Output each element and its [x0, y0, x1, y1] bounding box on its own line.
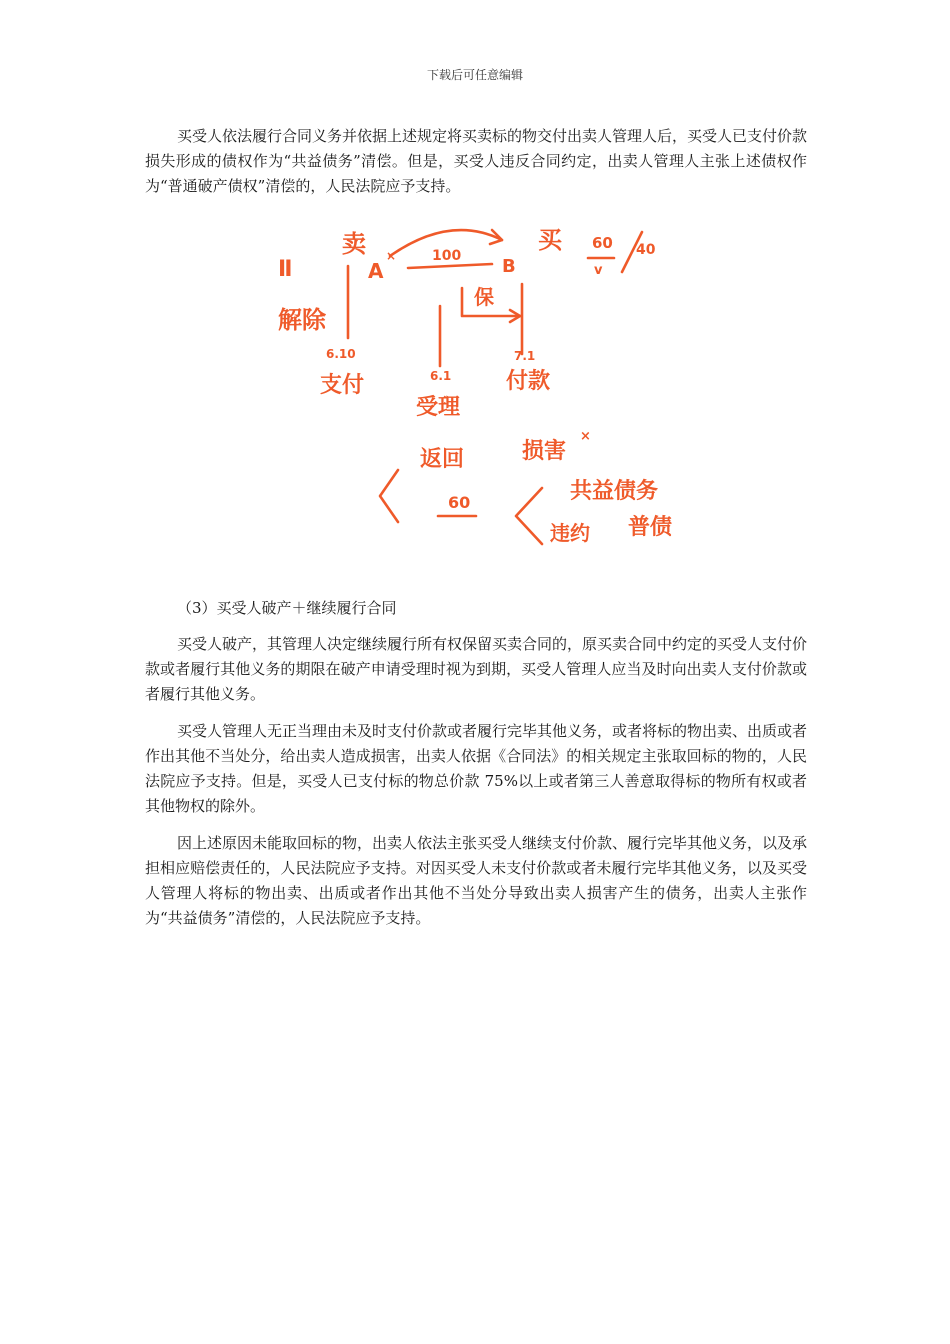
- sketch-x-mark-dmg: ×: [580, 429, 591, 444]
- handwritten-sketch: [270, 218, 690, 558]
- section-heading-3: （3）买受人破产＋继续履行合同: [177, 599, 397, 617]
- sketch-price: 100: [432, 248, 462, 264]
- sketch-date-b: 7.1: [514, 349, 536, 363]
- sketch-party-b: B: [502, 256, 516, 277]
- sketch-price-line: [408, 264, 492, 268]
- sketch-bracket-right: [516, 488, 542, 544]
- sketch-date-mid: 6.1: [430, 369, 452, 383]
- sketch-accept-label: 受理: [416, 395, 461, 420]
- sketch-sixty-label: 60: [448, 493, 471, 512]
- page-header: 下载后可任意编辑: [426, 68, 523, 82]
- paragraph-3: 买受人破产，其管理人决定继续履行所有权保留买卖合同的，原买卖合同中约定的买受人支付价款或者履行其他义务的期限在破产申请受理时视为到期，买受人管理人应当及时向出卖人支付价款或者履行其他义务。: [145, 635, 808, 703]
- sketch-date-a: 6.10: [326, 347, 356, 361]
- sketch-sell-label: 卖: [342, 230, 366, 258]
- sketch-damages-label: 损害: [522, 439, 567, 464]
- sketch-pay-label: 支付: [320, 373, 365, 398]
- sketch-return-label: 返回: [420, 447, 465, 472]
- sketch-protect-label: 保: [474, 285, 494, 309]
- sketch-x-mark-a: ×: [386, 249, 397, 263]
- sketch-bracket-left: [380, 470, 398, 522]
- sketch-roman-two: Ⅱ: [278, 257, 293, 282]
- sketch-buy-label: 买: [538, 226, 562, 254]
- sketch-ratio-bottom: 40: [636, 242, 656, 258]
- paragraph-5: 因上述原因未能取回标的物，出卖人依法主张买受人继续支付价款、履行完毕其他义务，以及承担相应赔偿责任的，人民法院应予支持。对因买受人未支付价款或者未履行完毕其他义务，以及买受人管理人将标的物出卖、出质或者作出其他不当处分导致出卖人损害产生的债务，出卖人主张作为“共益债务”清偿的，人民法院应予支持。: [145, 834, 808, 927]
- sketch-ratio-v: v: [594, 263, 603, 278]
- paragraph-4: 买受人管理人无正当理由未及时支付价款或者履行完毕其他义务，或者将标的物出卖、出质或者作出其他不当处分，给出卖人造成损害，出卖人依据《合同法》的相关规定主张取回标的物的，人民法院应予支持。但是，买受人已支付标的物总价款 75%以上或者第三人善意取得标的物所有权或者其他物权的除外。: [145, 722, 808, 815]
- sketch-ordinary-label: 普债: [628, 515, 673, 540]
- sketch-ratio-top: 60: [592, 234, 613, 252]
- sketch-pay-right-label: 付款: [506, 369, 551, 394]
- paragraph-1: 买受人依法履行合同义务并依据上述规定将买卖标的物交付出卖人管理人后，买受人已支付价款损失形成的债权作为“共益债务”清偿。但是，买受人违反合同约定，出卖人管理人主张上述债权作为“普通破产债权”清偿的，人民法院应予支持。: [145, 127, 808, 195]
- sketch-party-a: A: [368, 259, 384, 283]
- sketch-rescind-label: 解除: [278, 306, 326, 334]
- sketch-common-debt-label: 共益债务: [570, 479, 659, 504]
- sketch-breach-label: 违约: [550, 521, 590, 545]
